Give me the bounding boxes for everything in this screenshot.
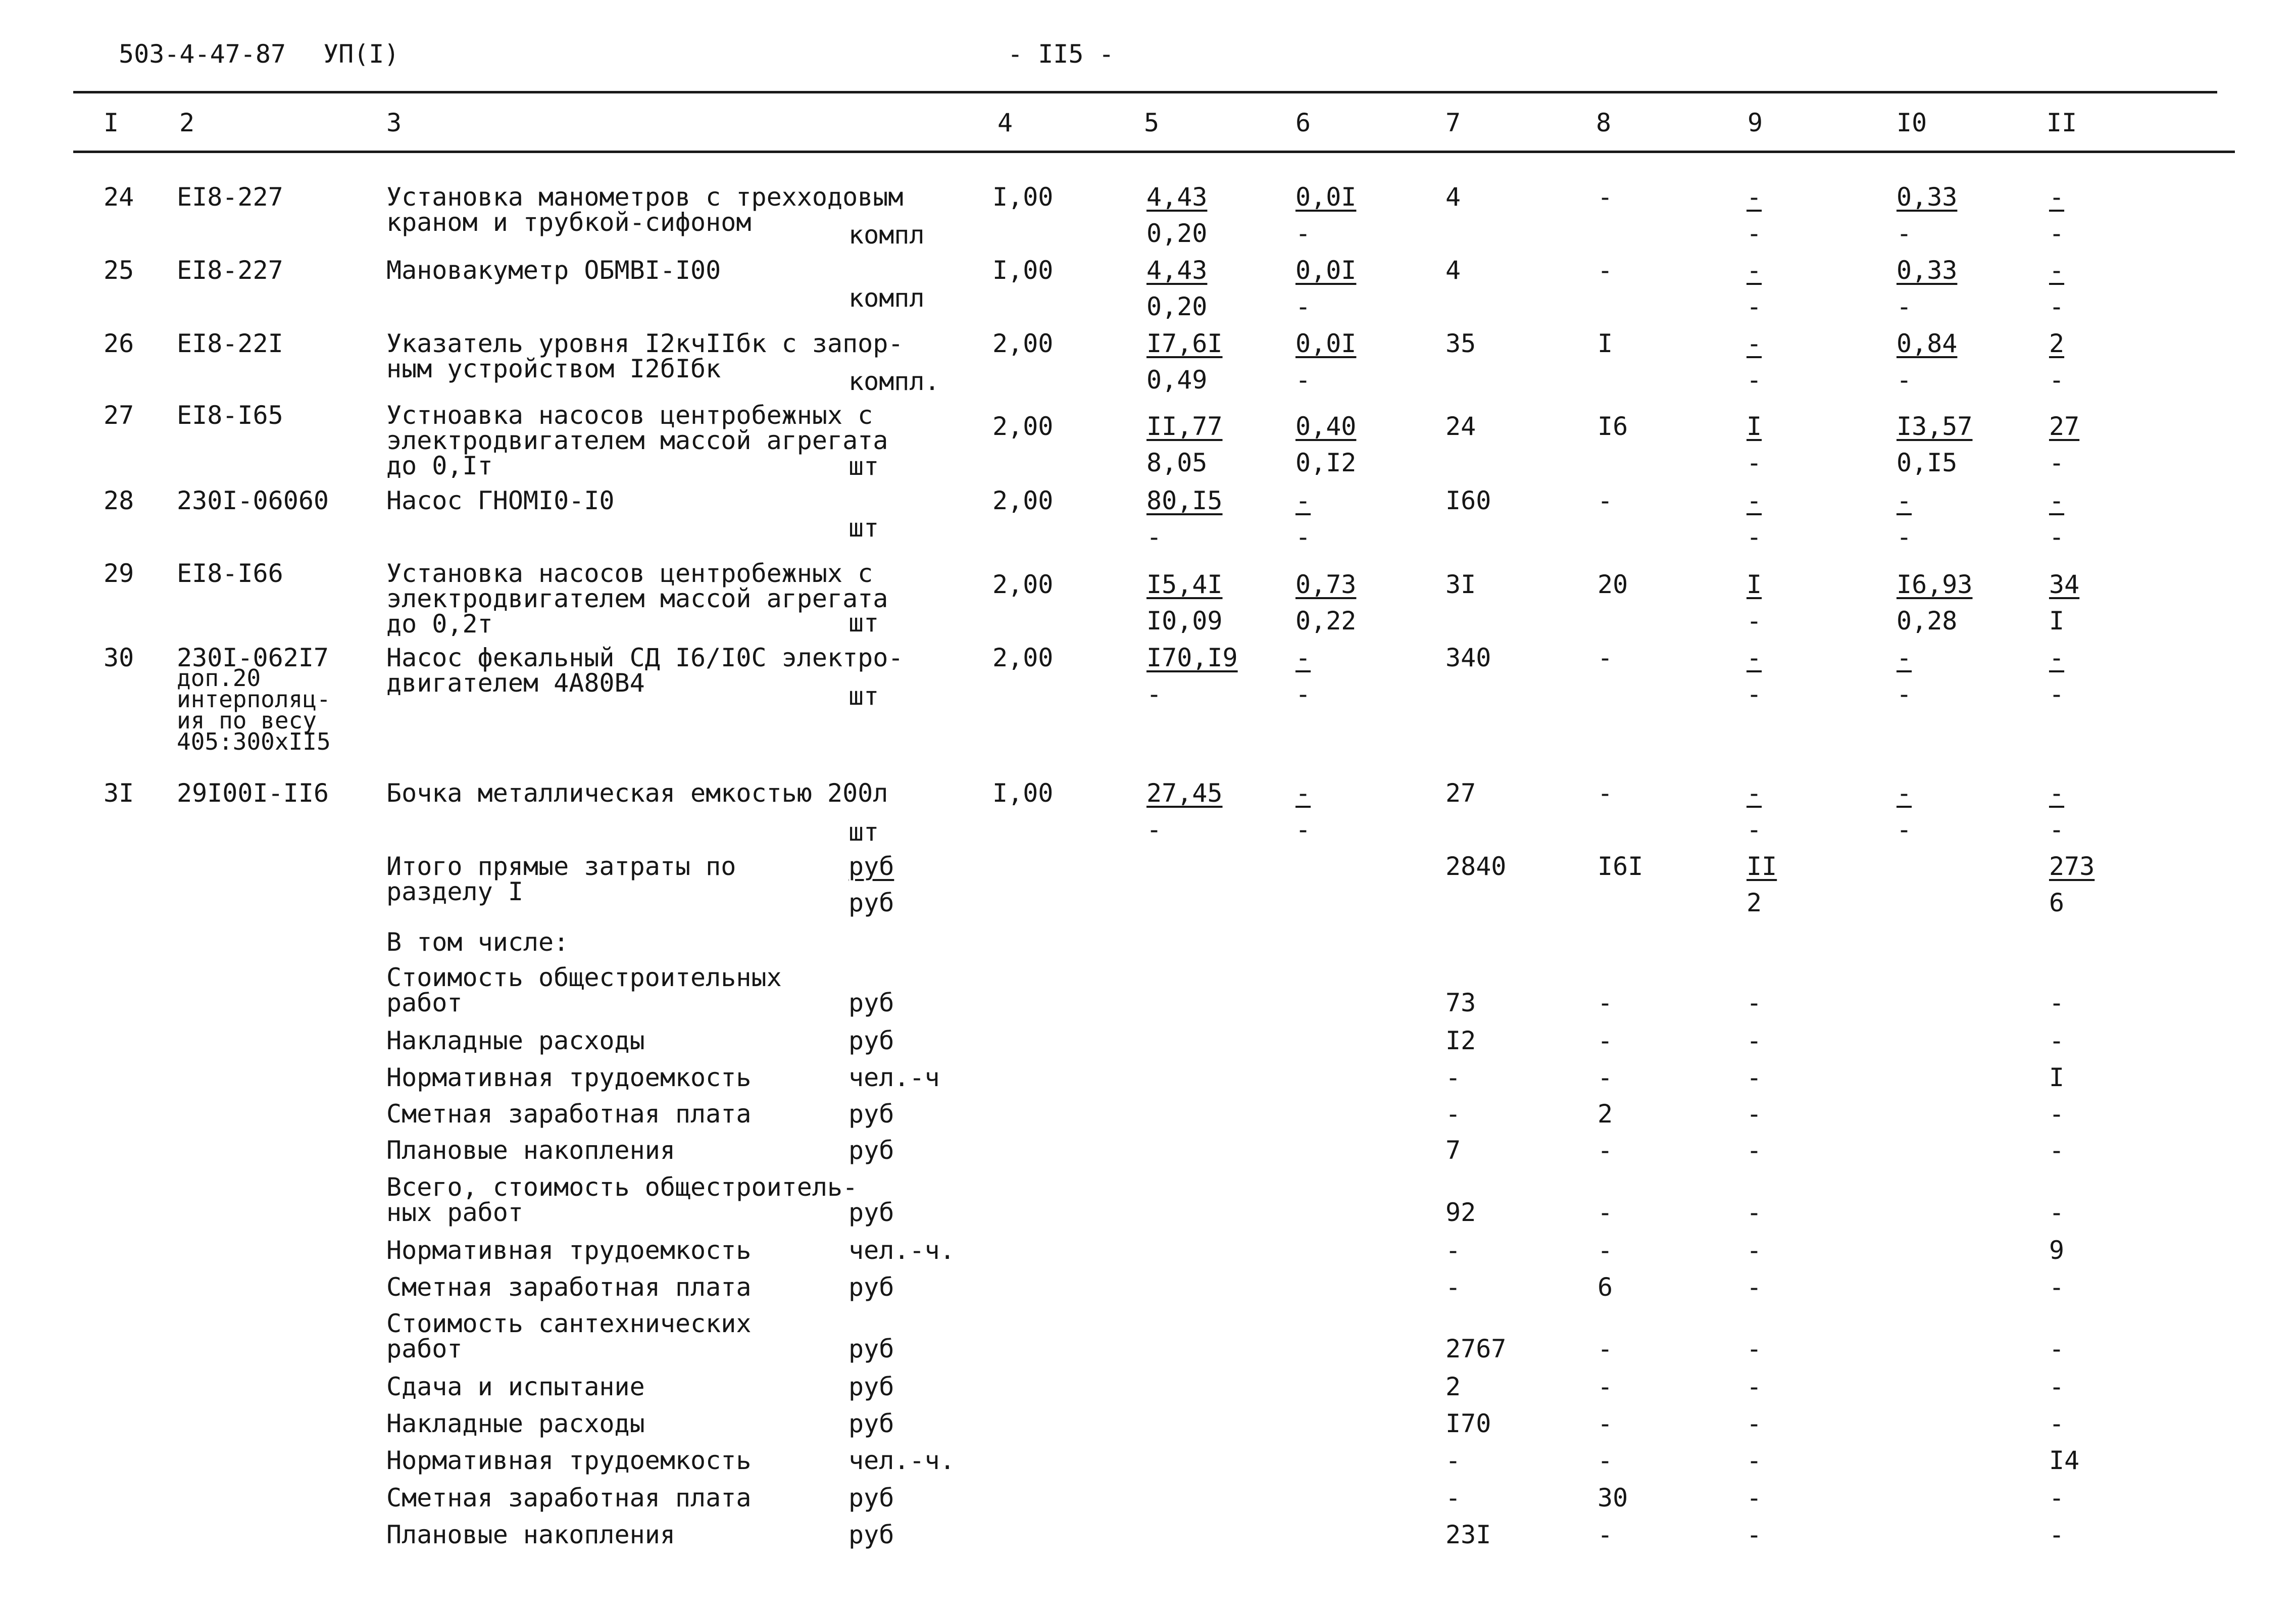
cell-c6-bottom: -	[1295, 679, 1311, 709]
cell-c5-bottom: -	[1146, 679, 1162, 709]
column-header: 4	[997, 108, 1013, 137]
rate-code: доп.20	[177, 664, 261, 692]
totals-c9-bottom: 2	[1746, 888, 1762, 917]
summary-c7: I70	[1445, 1409, 1491, 1438]
cell-c6-bottom: 0,I2	[1295, 448, 1357, 477]
summary-unit: чел.-ч	[848, 1063, 940, 1092]
cell-c8: 20	[1598, 570, 1628, 599]
rate-code: ия по весу	[177, 707, 317, 734]
summary-c7: -	[1445, 1273, 1461, 1302]
quantity: I,00	[992, 778, 1054, 808]
rate-code: 29I00I-II6	[177, 778, 329, 808]
totals-c8: I6I	[1598, 852, 1643, 881]
summary-label: работ	[386, 1334, 463, 1363]
cell-c11-top: -	[2049, 486, 2065, 515]
cell-c9-bottom: -	[1746, 219, 1762, 248]
summary-unit: чел.-ч.	[848, 1236, 955, 1265]
unit: шт	[848, 681, 879, 711]
column-header: I0	[1896, 108, 1927, 137]
cell-c7: 3I	[1445, 570, 1476, 599]
summary-unit: руб	[848, 1483, 894, 1512]
row-number: 3I	[104, 778, 134, 808]
cell-c5-top: 80,I5	[1146, 486, 1223, 515]
rate-code: интерполяц-	[177, 686, 331, 713]
summary-c9: -	[1746, 1099, 1762, 1129]
summary-c7: 2767	[1445, 1334, 1507, 1363]
cell-c10-top: 0,84	[1896, 329, 1958, 358]
summary-label: Стоимость сантехнических	[386, 1309, 752, 1338]
cell-c10-top: -	[1896, 486, 1912, 515]
cell-c10-top: I3,57	[1896, 412, 1973, 441]
cell-c11-top: 2	[2049, 329, 2065, 358]
quantity: 2,00	[992, 643, 1054, 672]
cell-c6-top: -	[1295, 643, 1311, 672]
rate-code: 405:300хII5	[177, 728, 331, 755]
cell-c10-bottom: -	[1896, 522, 1912, 552]
cell-c11-top: -	[2049, 778, 2065, 808]
work-name: Насос ГНОМI0-I0	[386, 486, 615, 515]
cell-c6-top: 0,0I	[1295, 329, 1357, 358]
cell-c11-top: -	[2049, 643, 2065, 672]
cell-c9-bottom: -	[1746, 679, 1762, 709]
row-number: 29	[104, 559, 134, 588]
cell-c11-bottom: -	[2049, 292, 2065, 321]
work-name: Указатель уровня I2кчIIбк с запор-	[386, 329, 904, 358]
summary-c11: -	[2049, 1273, 2065, 1302]
summary-c11: 9	[2049, 1236, 2065, 1265]
unit: шт	[848, 513, 879, 543]
cell-c6-bottom: -	[1295, 292, 1311, 321]
summary-label: работ	[386, 988, 463, 1017]
cell-c10-top: -	[1896, 643, 1912, 672]
column-header: 2	[179, 108, 195, 137]
cell-c8: -	[1598, 182, 1613, 212]
cell-c9-top: -	[1746, 643, 1762, 672]
column-header: II	[2047, 108, 2077, 137]
rate-code: EI8-227	[177, 256, 283, 285]
cell-c5-bottom: 0,20	[1146, 219, 1208, 248]
summary-c8: -	[1598, 1236, 1613, 1265]
summary-c11: -	[2049, 1136, 2065, 1165]
work-name: до 0,2т	[386, 609, 493, 639]
quantity: 2,00	[992, 412, 1054, 441]
summary-c8: -	[1598, 1136, 1613, 1165]
cell-c8: I	[1598, 329, 1613, 358]
cell-c5-bottom: 8,05	[1146, 448, 1208, 477]
summary-c7: 2	[1445, 1372, 1461, 1401]
cell-c8: -	[1598, 486, 1613, 515]
unit: шт	[848, 817, 879, 847]
cell-c11-bottom: -	[2049, 815, 2065, 844]
cell-c5-bottom: -	[1146, 522, 1162, 552]
cell-c8: -	[1598, 778, 1613, 808]
summary-c11: -	[2049, 1372, 2065, 1401]
summary-label: Нормативная трудоемкость	[386, 1236, 752, 1265]
column-header: 6	[1295, 108, 1311, 137]
column-header: 5	[1144, 108, 1160, 137]
summary-unit: руб	[848, 1520, 894, 1549]
cell-c11-bottom: -	[2049, 448, 2065, 477]
quantity: 2,00	[992, 486, 1054, 515]
summary-unit: руб	[848, 1372, 894, 1401]
summary-c8: -	[1598, 1520, 1613, 1549]
summary-c8: -	[1598, 1063, 1613, 1092]
summary-c11: -	[2049, 988, 2065, 1017]
cell-c6-top: 0,0I	[1295, 182, 1357, 212]
summary-unit: руб	[848, 1409, 894, 1438]
summary-label: Нормативная трудоемкость	[386, 1446, 752, 1475]
unit: компл	[848, 283, 925, 313]
cell-c11-top: -	[2049, 256, 2065, 285]
cell-c10-bottom: -	[1896, 365, 1912, 395]
rate-code: 230I-06060	[177, 486, 329, 515]
summary-label: Сметная заработная плата	[386, 1099, 752, 1129]
page-number: - II5 -	[1008, 39, 1114, 69]
summary-unit: руб	[848, 1273, 894, 1302]
summary-c8: -	[1598, 1372, 1613, 1401]
cell-c9-top: -	[1746, 329, 1762, 358]
summary-c9: -	[1746, 1409, 1762, 1438]
totals-label: разделу I	[386, 877, 523, 906]
cell-c6-top: -	[1295, 486, 1311, 515]
row-number: 25	[104, 256, 134, 285]
summary-unit: руб	[848, 1198, 894, 1227]
work-name: Бочка металлическая емкостью 200л	[386, 778, 888, 808]
cell-c7: 340	[1445, 643, 1491, 672]
totals-c7: 2840	[1445, 852, 1507, 881]
document-code: 503-4-47-87	[119, 39, 286, 69]
column-header: 9	[1748, 108, 1763, 137]
summary-c7: 7	[1445, 1136, 1461, 1165]
cell-c6-top: -	[1295, 778, 1311, 808]
cell-c10-bottom: 0,28	[1896, 606, 1958, 636]
unit: компл	[848, 220, 925, 250]
row-number: 24	[104, 182, 134, 212]
summary-c9: -	[1746, 1334, 1762, 1363]
cell-c9-top: -	[1746, 182, 1762, 212]
summary-c7: I2	[1445, 1026, 1476, 1055]
summary-c11: -	[2049, 1026, 2065, 1055]
unit: шт	[848, 452, 879, 481]
rate-code: EI8-I66	[177, 559, 283, 588]
cell-c10-top: 0,33	[1896, 256, 1958, 285]
cell-c9-bottom: -	[1746, 522, 1762, 552]
totals-label: Итого прямые затраты по	[386, 852, 736, 881]
work-name: краном и трубкой-сифоном	[386, 208, 752, 237]
summary-label: ных работ	[386, 1198, 523, 1227]
row-number: 28	[104, 486, 134, 515]
header-rule	[73, 151, 2235, 153]
summary-c7: -	[1445, 1063, 1461, 1092]
summary-c11: I4	[2049, 1446, 2080, 1475]
cell-c7: 4	[1445, 182, 1461, 212]
cell-c5-bottom: 0,20	[1146, 292, 1208, 321]
cell-c6-bottom: -	[1295, 365, 1311, 395]
cell-c7: I60	[1445, 486, 1491, 515]
summary-c8: -	[1598, 1026, 1613, 1055]
summary-label: Плановые накопления	[386, 1520, 675, 1549]
summary-c9: -	[1746, 1198, 1762, 1227]
summary-c7: -	[1445, 1446, 1461, 1475]
summary-label: Сметная заработная плата	[386, 1483, 752, 1512]
row-number: 27	[104, 401, 134, 430]
cell-c5-bottom: -	[1146, 815, 1162, 844]
cell-c5-top: 27,45	[1146, 778, 1223, 808]
summary-c9: -	[1746, 1372, 1762, 1401]
work-name: до 0,Iт	[386, 451, 493, 480]
summary-c9: -	[1746, 1026, 1762, 1055]
cell-c11-bottom: -	[2049, 522, 2065, 552]
cell-c5-top: II,77	[1146, 412, 1223, 441]
summary-c9: -	[1746, 988, 1762, 1017]
summary-c9: -	[1746, 1446, 1762, 1475]
cell-c11-bottom: -	[2049, 365, 2065, 395]
summary-label: Стоимость общестроительных	[386, 963, 782, 992]
quantity: I,00	[992, 256, 1054, 285]
summary-c7: -	[1445, 1236, 1461, 1265]
cell-c8: -	[1598, 643, 1613, 672]
totals-unit-top: руб	[848, 852, 894, 881]
summary-unit: руб	[848, 1334, 894, 1363]
summary-c9: -	[1746, 1273, 1762, 1302]
cell-c11-top: -	[2049, 182, 2065, 212]
row-number: 30	[104, 643, 134, 672]
cell-c9-top: -	[1746, 486, 1762, 515]
summary-c7: 92	[1445, 1198, 1476, 1227]
summary-c8: -	[1598, 1198, 1613, 1227]
summary-label: Всего, стоимость общестроитель-	[386, 1173, 858, 1202]
quantity: 2,00	[992, 570, 1054, 599]
cell-c9-bottom: -	[1746, 365, 1762, 395]
cell-c5-top: I5,4I	[1146, 570, 1223, 599]
cell-c6-bottom: -	[1295, 815, 1311, 844]
totals-unit-bottom: руб	[848, 888, 894, 917]
top-rule	[73, 91, 2217, 93]
summary-c8: 6	[1598, 1273, 1613, 1302]
work-name: электродвигателем массой агрегата	[386, 584, 888, 613]
work-name: двигателем 4А80В4	[386, 668, 645, 698]
work-name: Мановакуметр ОБМВI-I00	[386, 256, 721, 285]
summary-c11: -	[2049, 1334, 2065, 1363]
summary-label: Плановые накопления	[386, 1136, 675, 1165]
summary-c7: -	[1445, 1483, 1461, 1512]
cell-c5-top: 4,43	[1146, 256, 1208, 285]
summary-c9: -	[1746, 1520, 1762, 1549]
cell-c11-top: 27	[2049, 412, 2080, 441]
cell-c5-top: 4,43	[1146, 182, 1208, 212]
summary-c11: -	[2049, 1409, 2065, 1438]
cell-c11-bottom: -	[2049, 679, 2065, 709]
cell-c7: 4	[1445, 256, 1461, 285]
totals-c9-top: II	[1746, 852, 1777, 881]
document-part: УП(I)	[323, 39, 400, 69]
cell-c11-top: 34	[2049, 570, 2080, 599]
summary-c11: I	[2049, 1063, 2065, 1092]
summary-c9: -	[1746, 1063, 1762, 1092]
unit: компл.	[848, 367, 940, 396]
rate-code: EI8-227	[177, 182, 283, 212]
cell-c7: 27	[1445, 778, 1476, 808]
rate-code: EI8-I65	[177, 401, 283, 430]
cell-c8: -	[1598, 256, 1613, 285]
summary-c9: -	[1746, 1236, 1762, 1265]
summary-unit: руб	[848, 988, 894, 1017]
summary-c7: 23I	[1445, 1520, 1491, 1549]
cell-c10-bottom: -	[1896, 815, 1912, 844]
work-name: Устноавка насосов центробежных с	[386, 401, 873, 430]
summary-unit: руб	[848, 1099, 894, 1129]
cell-c9-bottom: -	[1746, 815, 1762, 844]
work-name: ным устройством I2бIбк	[386, 354, 721, 383]
work-name: Установка насосов центробежных с	[386, 559, 873, 588]
cell-c11-bottom: I	[2049, 606, 2065, 636]
work-name: электродвигателем массой агрегата	[386, 426, 888, 455]
summary-c9: -	[1746, 1136, 1762, 1165]
column-header: 3	[386, 108, 402, 137]
summary-c7: 73	[1445, 988, 1476, 1017]
cell-c9-bottom: -	[1746, 448, 1762, 477]
cell-c10-top: 0,33	[1896, 182, 1958, 212]
cell-c6-bottom: -	[1295, 522, 1311, 552]
cell-c7: 24	[1445, 412, 1476, 441]
cell-c9-top: -	[1746, 256, 1762, 285]
cell-c9-top: -	[1746, 778, 1762, 808]
totals-c11-bottom: 6	[2049, 888, 2065, 917]
work-name: Установка манометров с трехходовым	[386, 182, 904, 212]
cell-c5-top: I70,I9	[1146, 643, 1238, 672]
totals-c11-top: 273	[2049, 852, 2095, 881]
work-name: Насос фекальный СД I6/I0С электро-	[386, 643, 904, 672]
summary-c11: -	[2049, 1483, 2065, 1512]
summary-c8: 30	[1598, 1483, 1628, 1512]
column-header: 8	[1596, 108, 1612, 137]
cell-c10-bottom: -	[1896, 679, 1912, 709]
cell-c6-bottom: 0,22	[1295, 606, 1357, 636]
cell-c9-bottom: -	[1746, 606, 1762, 636]
cell-c6-top: 0,73	[1295, 570, 1357, 599]
summary-c11: -	[2049, 1099, 2065, 1129]
summary-c11: -	[2049, 1198, 2065, 1227]
column-header: I	[104, 108, 119, 137]
cell-c11-bottom: -	[2049, 219, 2065, 248]
summary-c11: -	[2049, 1520, 2065, 1549]
cell-c5-bottom: 0,49	[1146, 365, 1208, 395]
summary-c8: -	[1598, 988, 1613, 1017]
summary-label: Сдача и испытание	[386, 1372, 645, 1401]
rate-code: 230I-062I7	[177, 643, 329, 672]
cell-c10-top: I6,93	[1896, 570, 1973, 599]
cell-c10-top: -	[1896, 778, 1912, 808]
unit: шт	[848, 608, 879, 638]
cell-c10-bottom: -	[1896, 292, 1912, 321]
cell-c9-top: I	[1746, 412, 1762, 441]
cell-c9-top: I	[1746, 570, 1762, 599]
cell-c6-top: 0,40	[1295, 412, 1357, 441]
summary-c8: -	[1598, 1409, 1613, 1438]
summary-c8: -	[1598, 1446, 1613, 1475]
rate-code: EI8-22I	[177, 329, 283, 358]
cell-c8: I6	[1598, 412, 1628, 441]
cell-c9-bottom: -	[1746, 292, 1762, 321]
including-label: В том числе:	[386, 927, 569, 957]
cell-c5-top: I7,6I	[1146, 329, 1223, 358]
summary-c9: -	[1746, 1483, 1762, 1512]
row-number: 26	[104, 329, 134, 358]
summary-c8: -	[1598, 1334, 1613, 1363]
quantity: I,00	[992, 182, 1054, 212]
summary-label: Накладные расходы	[386, 1026, 645, 1055]
summary-unit: руб	[848, 1026, 894, 1055]
summary-label: Нормативная трудоемкость	[386, 1063, 752, 1092]
column-header: 7	[1445, 108, 1461, 137]
cell-c7: 35	[1445, 329, 1476, 358]
summary-unit: руб	[848, 1136, 894, 1165]
summary-label: Накладные расходы	[386, 1409, 645, 1438]
cell-c6-top: 0,0I	[1295, 256, 1357, 285]
cell-c5-bottom: I0,09	[1146, 606, 1223, 636]
quantity: 2,00	[992, 329, 1054, 358]
summary-c8: 2	[1598, 1099, 1613, 1129]
summary-c7: -	[1445, 1099, 1461, 1129]
cell-c10-bottom: 0,I5	[1896, 448, 1958, 477]
summary-label: Сметная заработная плата	[386, 1273, 752, 1302]
cell-c6-bottom: -	[1295, 219, 1311, 248]
summary-unit: чел.-ч.	[848, 1446, 955, 1475]
cell-c10-bottom: -	[1896, 219, 1912, 248]
